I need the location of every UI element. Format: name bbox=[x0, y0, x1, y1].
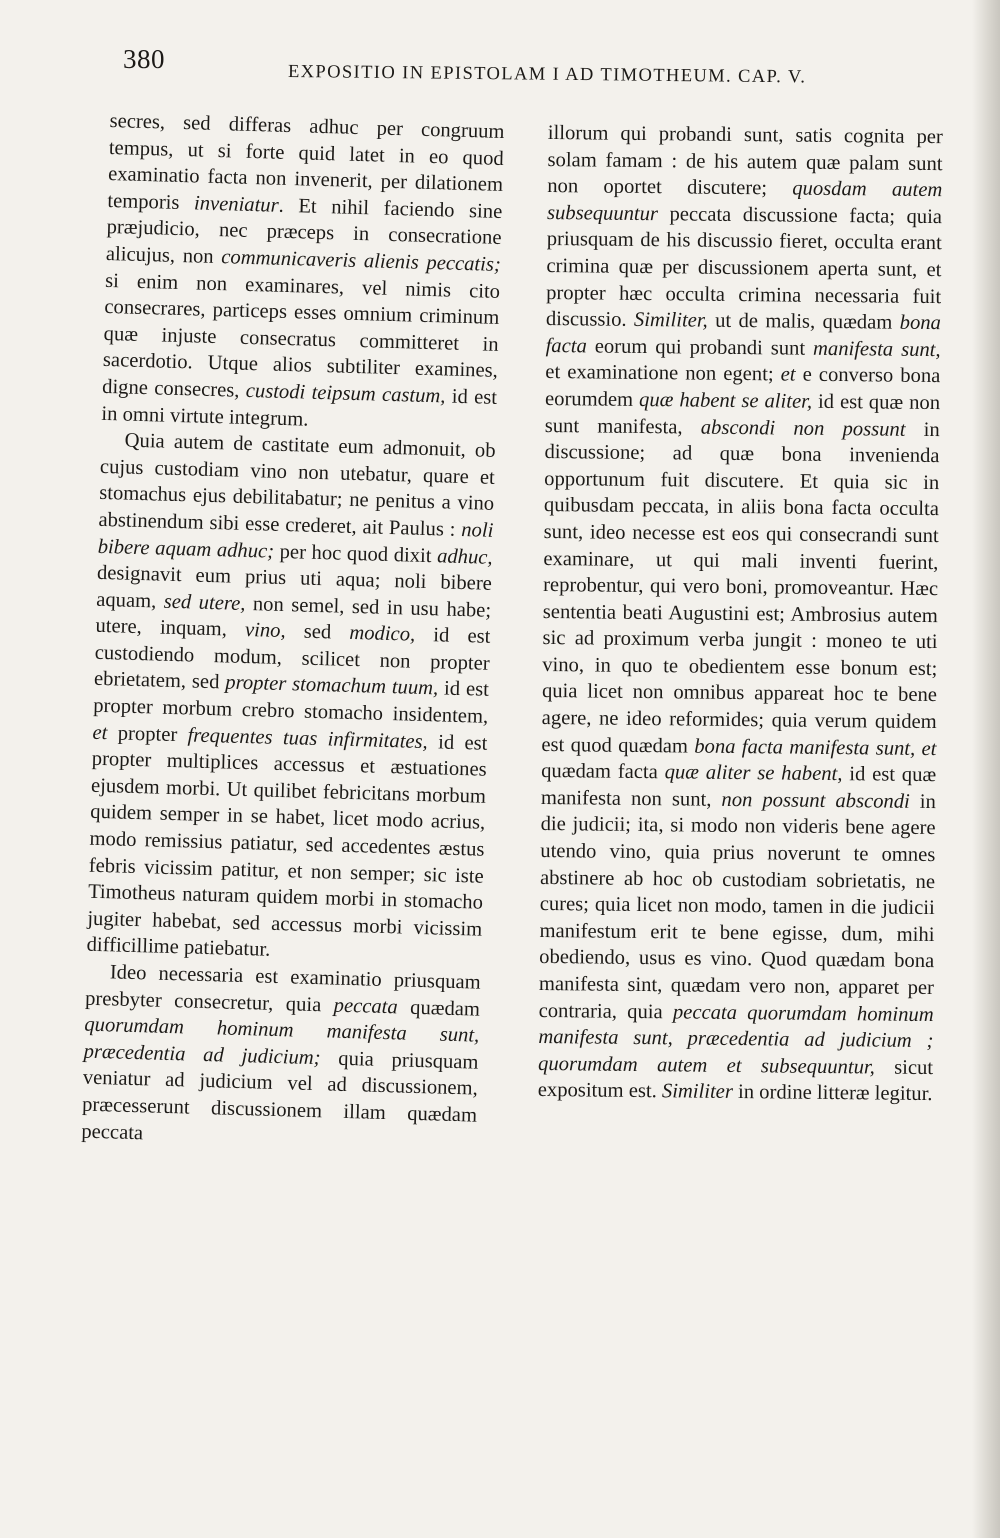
text-run: id est propter multiplices accessus et æstuationes ejusdem morbi. Ut quilibet febricitans morbum quidem semper in se habet, licet modo acrius, modo remissius patiatur, sed accedentes æstus febris vicissim patitur, et non semper; sic iste Timotheus naturam quidem morbi in stomacho jugiter habebat, sed accessus morbi vicissim difficillime patiebatur. bbox=[86, 730, 488, 962]
text-run: non semel, sed in usu habe; utere, inquam, bbox=[95, 592, 492, 642]
paragraph bbox=[81, 959, 481, 1156]
text-run: propter bbox=[107, 721, 188, 747]
paragraph bbox=[86, 427, 496, 970]
paragraph bbox=[538, 120, 943, 1108]
paragraph bbox=[101, 108, 505, 438]
text-run: si enim non examinares, vel nimis cito consecrares, particeps esses omnium criminum quæ injuste consecratus committeret in sacerdotio. Utque alios subtiliter examines, digne consecres, bbox=[101, 269, 501, 402]
italic-text-run: vino, bbox=[244, 619, 286, 643]
text-run: e converso bona eorumdem bbox=[544, 363, 941, 411]
text-run: id est custodiendo modum, scilicet non propter ebrietatem, sed bbox=[93, 624, 491, 694]
text-run: in discussione; ad quæ bona invenienda opportunum fuit discutere. Et quia sic in quibusdam peccata, in aliis bona facta occulta sunt, ideo necesse est eos qui consecrandi sunt examinare, ut qui mali inventi fuerint, reprobentur, qui vero boni, promoveantur. Hæc sententia beati Augustini est; Ambrosius autem sic ad proximum verba jungit : moneo te uti vino, in quo te obedientem esse bonum est; quia licet non omnibus appareat hoc te bene agere, ne ideo reformides; quia verum quidem est quod quædam bbox=[541, 418, 940, 758]
italic-text-run: custodi teipsum castum, bbox=[245, 379, 446, 408]
italic-text-run: manifesta sunt, bbox=[812, 337, 941, 361]
text-run: id est quæ manifesta non sunt, bbox=[540, 763, 937, 811]
text-run: id est quæ non sunt manifesta, bbox=[544, 390, 941, 439]
text-run: in ordine litteræ legitur. bbox=[732, 1081, 933, 1106]
text-run: per hoc quod dixit bbox=[273, 540, 438, 567]
text-run: Quia autem de castitate eum admonuit, ob cujus custodiam vino non utebatur, quare et stomachus ejus debilitabatur; ne penitus a vino abstinendum sibi esse crederet, ait Paulus : bbox=[98, 429, 496, 541]
text-run: quædam facta bbox=[541, 760, 665, 784]
italic-text-run: bona facta manifesta sunt, et bbox=[694, 735, 937, 760]
italic-text-run: quæ habent se aliter, bbox=[639, 388, 813, 413]
italic-text-run: inveniatur bbox=[193, 192, 279, 217]
text-run: et examinatione non egent; bbox=[545, 361, 781, 386]
italic-text-run: sed utere, bbox=[163, 590, 246, 615]
page-number: 380 bbox=[123, 44, 165, 74]
text-run: eorum qui probandi sunt bbox=[586, 335, 814, 360]
italic-text-run: peccata bbox=[333, 994, 399, 1018]
text-run: illorum qui probandi sunt, satis cognita per solam famam : de his autem quæ palam sunt non oportet discutere; bbox=[547, 121, 943, 200]
italic-text-run: bona facta bbox=[545, 311, 942, 358]
italic-text-run: abscondi non possunt bbox=[700, 416, 906, 441]
italic-text-run: noli bibere aquam adhuc; bbox=[97, 518, 494, 563]
italic-text-run: communicaveris alienis peccatis; bbox=[221, 246, 502, 276]
italic-text-run: Similiter, bbox=[633, 309, 708, 332]
italic-text-run: peccata quorumdam hominum manifesta sunt, præcedentia ad judicium ; quorumdam autem et subsequuntur, bbox=[538, 1000, 934, 1079]
italic-text-run: adhuc, bbox=[436, 544, 493, 569]
italic-text-run: modico, bbox=[349, 622, 416, 647]
text-run: in die judicii; ita, si modo non videris bene agere utendo vino, quia prius noverunt te omnes abstinere ab hoc ob custodiam sobrietatis, ne cures; quia licet non modo, tamen in die judicii manifestum erit te bene egisse, dum, mihi obediendo, usus es vino. Quod quædam bona manifesta sint, quædam vero non, apparet per contraria, quia bbox=[538, 790, 936, 1023]
italic-text-run: frequentes tuas infirmitates, bbox=[187, 724, 429, 753]
italic-text-run: quosdam autem subsequuntur bbox=[546, 177, 943, 225]
text-run: id est propter morbum crebro stomacho insidentem, bbox=[92, 677, 490, 728]
text-run: quædam bbox=[397, 995, 481, 1021]
text-run: ut de malis, quædam bbox=[707, 309, 900, 334]
right-text-column bbox=[538, 120, 943, 1108]
text-run: Ideo necessaria est examinatio priusquam presbyter consecretur, quia bbox=[84, 961, 482, 1017]
italic-text-run: quorumdam hominum manifesta sunt, præcedentia ad judicium; bbox=[83, 1013, 480, 1070]
text-run: peccata discussione facta; quia priusquam de his discussio fieret, occulta erant crimina quæ per discussionem aperta sunt, et propter hæc occulta crimina necessaria fuit discussio. bbox=[545, 202, 943, 332]
text-run: sicut expositum est. bbox=[537, 1056, 934, 1103]
italic-text-run: et bbox=[92, 721, 108, 744]
text-run: . Et nihil faciendo sine præjudicio, nec præceps in consecratione alicujus, non bbox=[105, 194, 503, 269]
text-run: sed bbox=[285, 620, 350, 645]
text-run: secres, sed differas adhuc per congruum tempus, ut si forte quid latet in eo quod examinatio facta non invenerit, per dilationem temporis bbox=[107, 109, 505, 215]
italic-text-run: propter stomachum tuum, bbox=[224, 671, 439, 700]
italic-text-run: non possunt abscondi bbox=[721, 788, 910, 813]
italic-text-run: quæ aliter se habent, bbox=[664, 761, 843, 786]
text-run: quia priusquam veniatur ad judicium vel ad discussionem, præcesserunt discussionem illam quædam peccata bbox=[81, 1047, 479, 1144]
text-run: designavit eum prius uti aqua; noli bibere aquam, bbox=[95, 561, 493, 613]
italic-text-run: Similiter bbox=[661, 1080, 734, 1104]
italic-text-run: et bbox=[780, 363, 796, 386]
running-title: EXPOSITIO IN EPISTOLAM I AD TIMOTHEUM. CAP. V. bbox=[287, 62, 807, 88]
text-run: id est in omni virtute integrum. bbox=[101, 385, 498, 431]
page-edge-shadow bbox=[972, 0, 1000, 1538]
left-text-column bbox=[81, 108, 505, 1156]
